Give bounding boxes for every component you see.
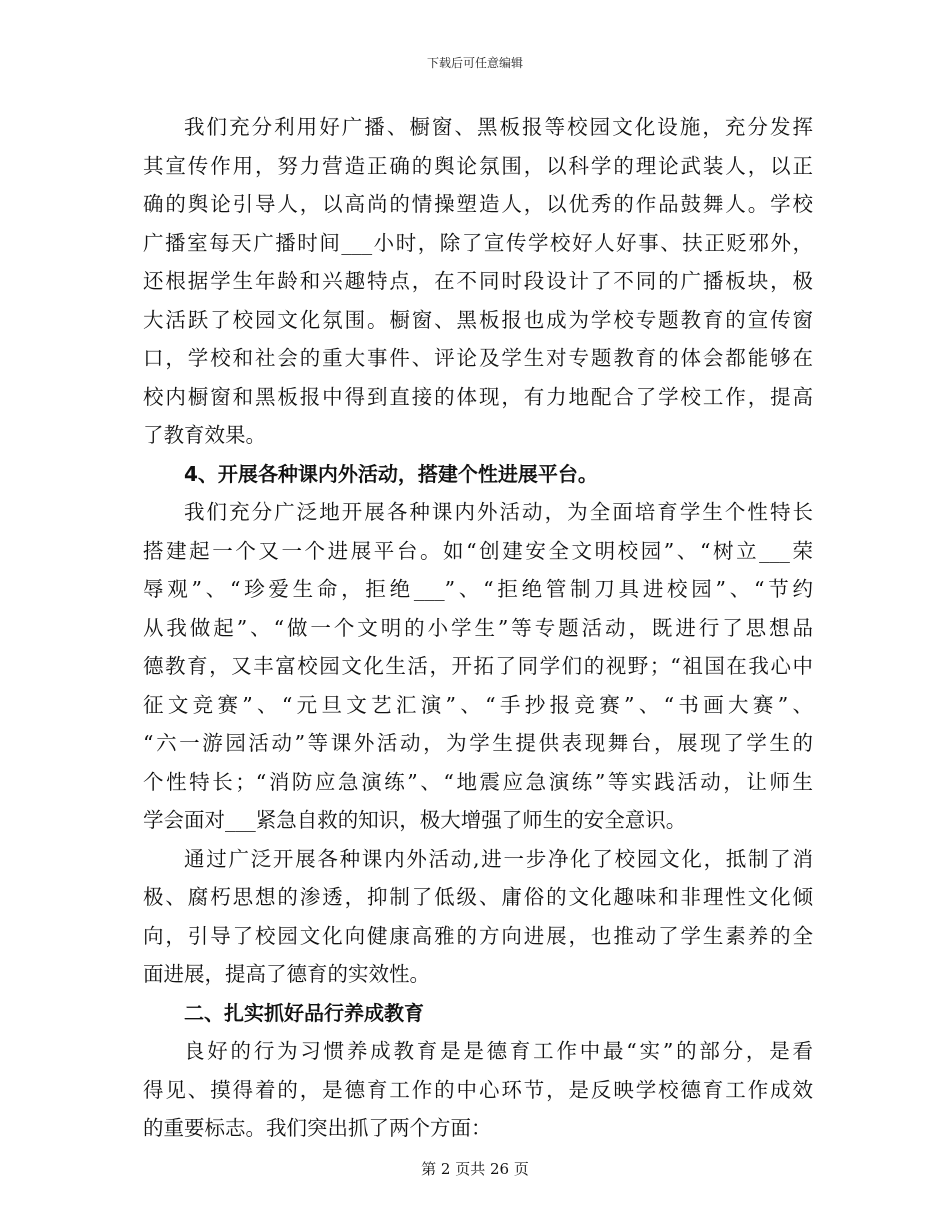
body-text-line: 学会面对___紧急自救的知识，极大增强了师生的安全意识。	[143, 808, 687, 832]
body-text-line: 了教育效果。	[143, 423, 266, 447]
body-text-line: 向，引导了校园文化向健康高雅的方向进展，也推动了学生素养的全	[143, 923, 813, 948]
body-text-line: 辱观”、“珍爱生命，拒绝___”、“拒绝管制刀具进校园”、“节约	[143, 577, 813, 601]
body-text-line: 通过广泛开展各种课内外活动,进一步净化了校园文化，抵制了消	[184, 846, 813, 871]
body-text-line: 德教育，又丰富校园文化生活，开拓了同学们的视野；“祖国在我心中	[143, 654, 813, 678]
body-text-line: 校内橱窗和黑板报中得到直接的体现，有力地配合了学校工作，提高	[143, 384, 813, 409]
body-text-line: 良好的行为习惯养成教育是是德育工作中最“实”的部分，是看	[184, 1039, 813, 1063]
body-text-line: “六一游园活动”等课外活动，为学生提供表现舞台，展现了学生的	[143, 731, 813, 755]
body-text-line: 我们充分利用好广播、橱窗、黑板报等校园文化设施，充分发挥	[184, 115, 813, 139]
body-text-line: 其宣传作用，努力营造正确的舆论氛围，以科学的理论武装人，以正	[143, 153, 813, 178]
body-text-line: 我们充分广泛地开展各种课内外活动，为全面培育学生个性特长	[184, 500, 813, 524]
body-text-line: 的重要标志。我们突出抓了两个方面：	[143, 1116, 492, 1140]
body-text-line: 大活跃了校园文化氛围。橱窗、黑板报也成为学校专题教育的宣传窗	[143, 307, 813, 332]
document-body	[143, 108, 813, 1148]
body-text-line: 搭建起一个又一个进展平台。如“创建安全文明校园”、“树立___荣	[143, 538, 813, 563]
page-footer: 第 2 页共 26 页	[421, 1160, 529, 1178]
body-text-line: 还根据学生年龄和兴趣特点，在不同时段设计了不同的广播板块，极	[143, 269, 813, 293]
body-text-line: 广播室每天广播时间___小时，除了宣传学校好人好事、扶正贬邪外，	[143, 230, 813, 255]
section-heading: 4、开展各种课内外活动，搭建个性进展平台。	[184, 461, 598, 486]
body-text-line: 确的舆论引导人，以高尚的情操塑造人，以优秀的作品鼓舞人。学校	[143, 192, 813, 216]
body-text-line: 从我做起”、“做一个文明的小学生”等专题活动，既进行了思想品	[143, 615, 813, 640]
body-text-line: 口，学校和社会的重大事件、评论及学生对专题教育的体会都能够在	[143, 346, 813, 370]
body-text-line: 极、腐朽思想的渗透，抑制了低级、庸俗的文化趣味和非理性文化倾	[143, 885, 813, 909]
section-heading: 二、扎实抓好品行养成教育	[184, 1000, 424, 1025]
body-text-line: 得见、摸得着的，是德育工作的中心环节，是反映学校德育工作成效	[143, 1077, 813, 1102]
page-header: 下载后可任意编辑	[426, 56, 523, 70]
body-text-line: 个性特长；“消防应急演练”、“地震应急演练”等实践活动，让师生	[143, 769, 813, 794]
body-text-line: 面进展，提高了德育的实效性。	[143, 962, 430, 986]
body-text-line: 征文竞赛”、“元旦文艺汇演”、“手抄报竞赛”、“书画大赛”、	[143, 692, 813, 717]
